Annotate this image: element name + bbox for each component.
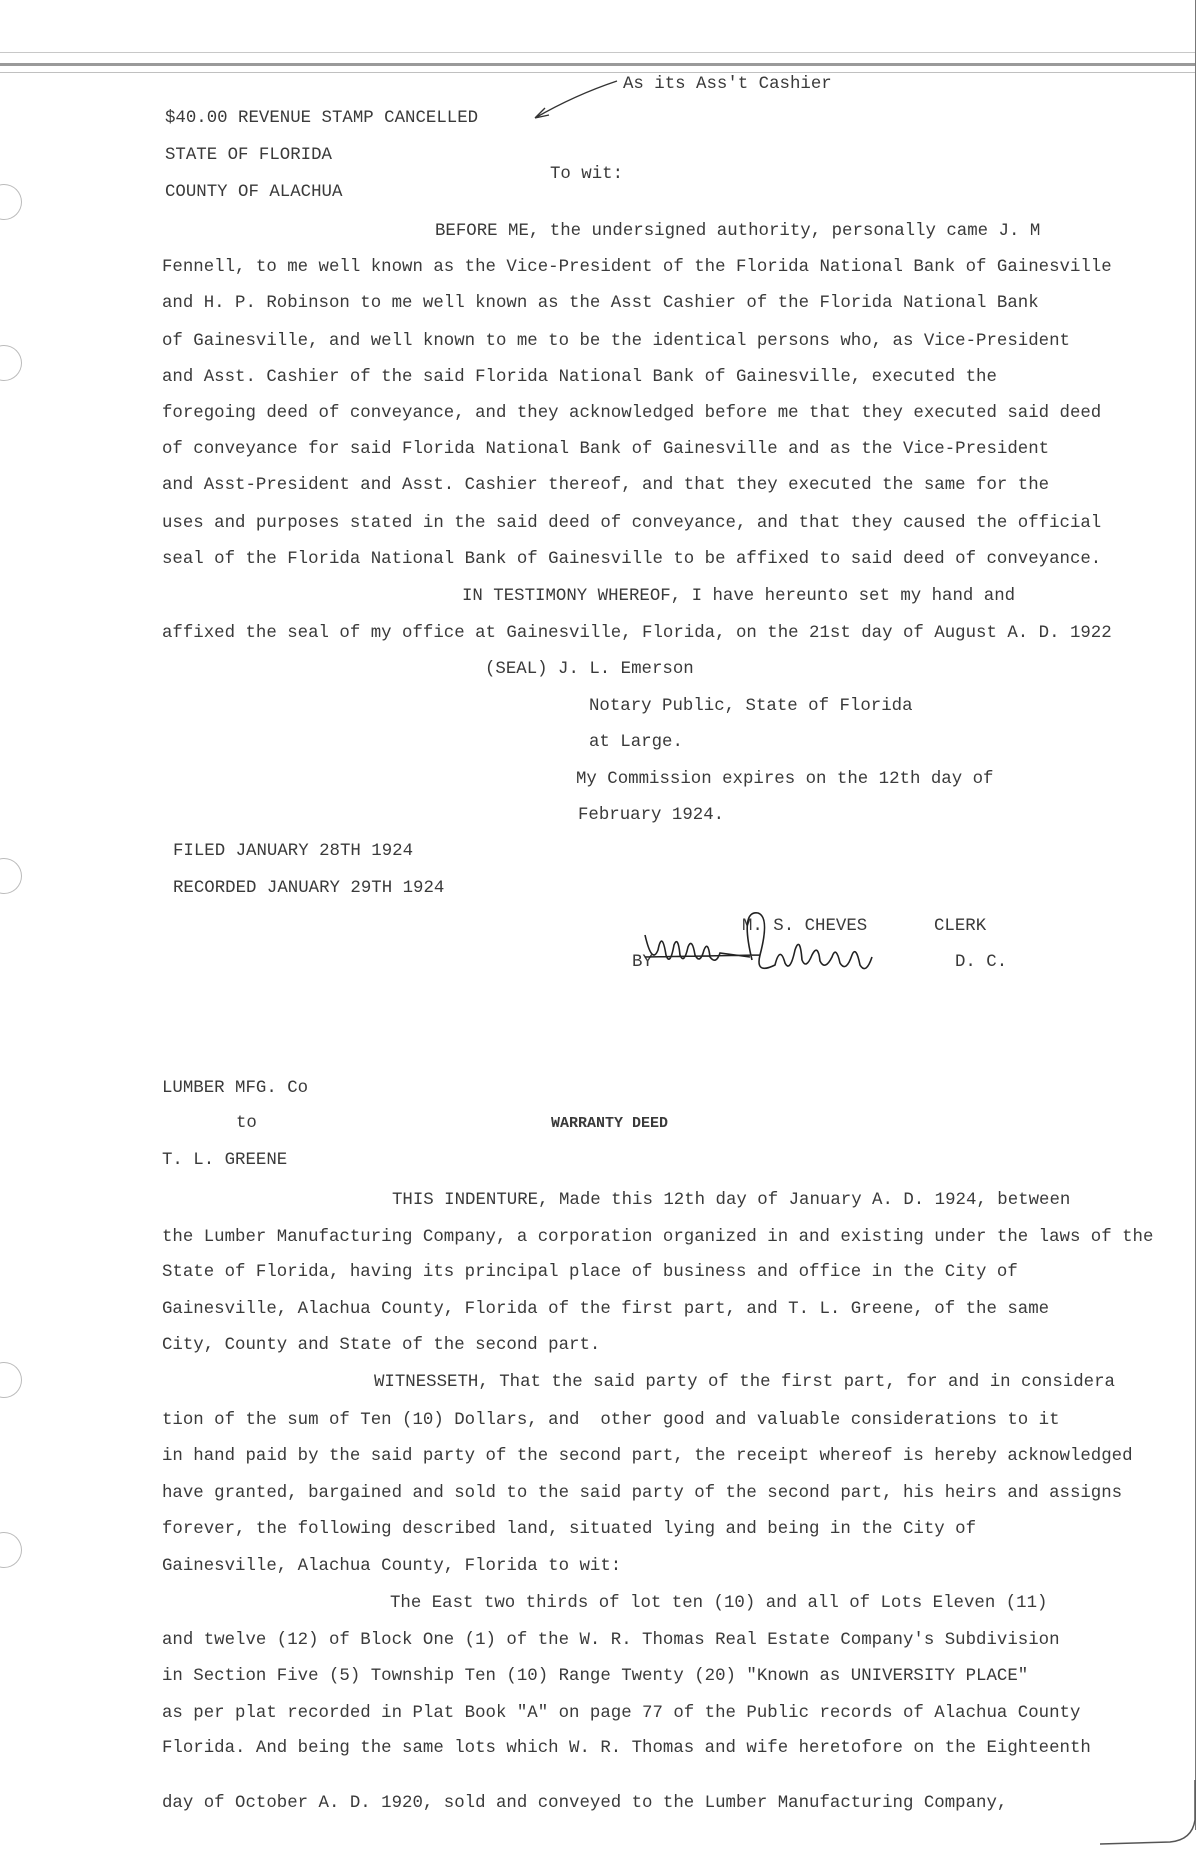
notary-signature-line: (SEAL) J. L. Emerson <box>485 660 694 679</box>
deputy-clerk-label: D. C. <box>955 953 1008 972</box>
grantee: T. L. GREENE <box>162 1151 288 1170</box>
deed-body-line: Florida. And being the same lots which W. R. Thomas and wife heretofore on the Eighteenth <box>162 1739 1091 1758</box>
notary-body-line: BEFORE ME, the undersigned authority, personally came J. M <box>435 222 1041 241</box>
arrow-mark <box>525 75 625 125</box>
deed-body-line: WITNESSETH, That the said party of the first part, for and in considera <box>374 1373 1115 1392</box>
deed-body-line: The East two thirds of lot ten (10) and all of Lots Eleven (11) <box>390 1594 1048 1613</box>
deed-body-line: day of October A. D. 1920, sold and conveyed to the Lumber Manufacturing Company, <box>162 1794 1008 1813</box>
by-label: BY <box>632 953 653 972</box>
notary-body-line: and Asst-President and Asst. Cashier thereof, and that they executed the same for the <box>162 476 1050 495</box>
deed-body-line: Gainesville, Alachua County, Florida of the first part, and T. L. Greene, of the same <box>162 1300 1050 1319</box>
to-label: to <box>236 1114 257 1133</box>
page-border-right <box>1195 0 1196 1830</box>
deed-body-line: in Section Five (5) Township Ten (10) Range Twenty (20) "Known as UNIVERSITY PLACE" <box>162 1667 1029 1686</box>
deed-body-line: State of Florida, having its principal place of business and office in the City of <box>162 1263 1018 1282</box>
deed-body-line: and twelve (12) of Block One (1) of the W. R. Thomas Real Estate Company's Subdivision <box>162 1631 1060 1650</box>
deed-body-line: the Lumber Manufacturing Company, a corporation organized in and existing under the laws of the <box>162 1228 1154 1247</box>
notary-body-line: uses and purposes stated in the said deed of conveyance, and that they caused the official <box>162 514 1102 533</box>
deed-body-line: have granted, bargained and sold to the said party of the second part, his heirs and assigns <box>162 1484 1123 1503</box>
punch-hole <box>0 1362 22 1398</box>
deed-body-line: City, County and State of the second part. <box>162 1336 601 1355</box>
notary-body-line: seal of the Florida National Bank of Gainesville to be affixed to said deed of conveyance. <box>162 550 1102 569</box>
clerk-name: M. S. CHEVES <box>742 917 868 936</box>
deed-body-line: in hand paid by the said party of the second part, the receipt whereof is hereby acknowledged <box>162 1447 1133 1466</box>
revenue-stamp-line: $40.00 REVENUE STAMP CANCELLED <box>165 109 479 128</box>
state-line: STATE OF FLORIDA <box>165 146 332 165</box>
notary-body-line: foregoing deed of conveyance, and they acknowledged before me that they executed said deed <box>162 404 1102 423</box>
deed-body-line: tion of the sum of Ten (10) Dollars, and other good and valuable considerations to it <box>162 1411 1060 1430</box>
clerk-title: CLERK <box>934 917 987 936</box>
notary-body-line: of Gainesville, and well known to me to be the identical persons who, as Vice-President <box>162 332 1070 351</box>
punch-hole <box>0 1532 22 1568</box>
punch-hole <box>0 858 22 894</box>
notary-body-line: and Asst. Cashier of the said Florida National Bank of Gainesville, executed the <box>162 368 997 387</box>
deed-body-line: THIS INDENTURE, Made this 12th day of January A. D. 1924, between <box>392 1191 1071 1210</box>
recorded-date: RECORDED JANUARY 29TH 1924 <box>173 879 445 898</box>
handwritten-signature <box>640 905 900 985</box>
assistant-cashier-note: As its Ass't Cashier <box>623 75 832 94</box>
notary-title-line: at Large. <box>589 733 683 752</box>
testimony-line: IN TESTIMONY WHEREOF, I have hereunto set my hand and <box>462 587 1016 606</box>
grantor: LUMBER MFG. Co <box>162 1079 309 1098</box>
county-line: COUNTY OF ALACHUA <box>165 183 343 202</box>
punch-hole <box>0 184 22 220</box>
notary-body-line: Fennell, to me well known as the Vice-President of the Florida National Bank of Gainesville <box>162 258 1112 277</box>
notary-body-line: and H. P. Robinson to me well known as the Asst Cashier of the Florida National Bank <box>162 294 1039 313</box>
commission-line: February 1924. <box>578 806 725 825</box>
page-corner-curve <box>1100 1780 1200 1860</box>
deed-body-line: Gainesville, Alachua County, Florida to wit: <box>162 1557 622 1576</box>
to-wit: To wit: <box>550 165 624 184</box>
deed-title: WARRANTY DEED <box>551 1115 669 1132</box>
filed-date: FILED JANUARY 28TH 1924 <box>173 842 414 861</box>
testimony-line: affixed the seal of my office at Gainesville, Florida, on the 21st day of August A. D. 1922 <box>162 624 1112 643</box>
deed-body-line: as per plat recorded in Plat Book "A" on page 77 of the Public records of Alachua County <box>162 1704 1081 1723</box>
deed-body-line: forever, the following described land, situated lying and being in the City of <box>162 1520 977 1539</box>
notary-body-line: of conveyance for said Florida National Bank of Gainesville and as the Vice-President <box>162 440 1050 459</box>
commission-line: My Commission expires on the 12th day of <box>576 770 994 789</box>
notary-title-line: Notary Public, State of Florida <box>589 697 913 716</box>
punch-hole <box>0 345 22 381</box>
